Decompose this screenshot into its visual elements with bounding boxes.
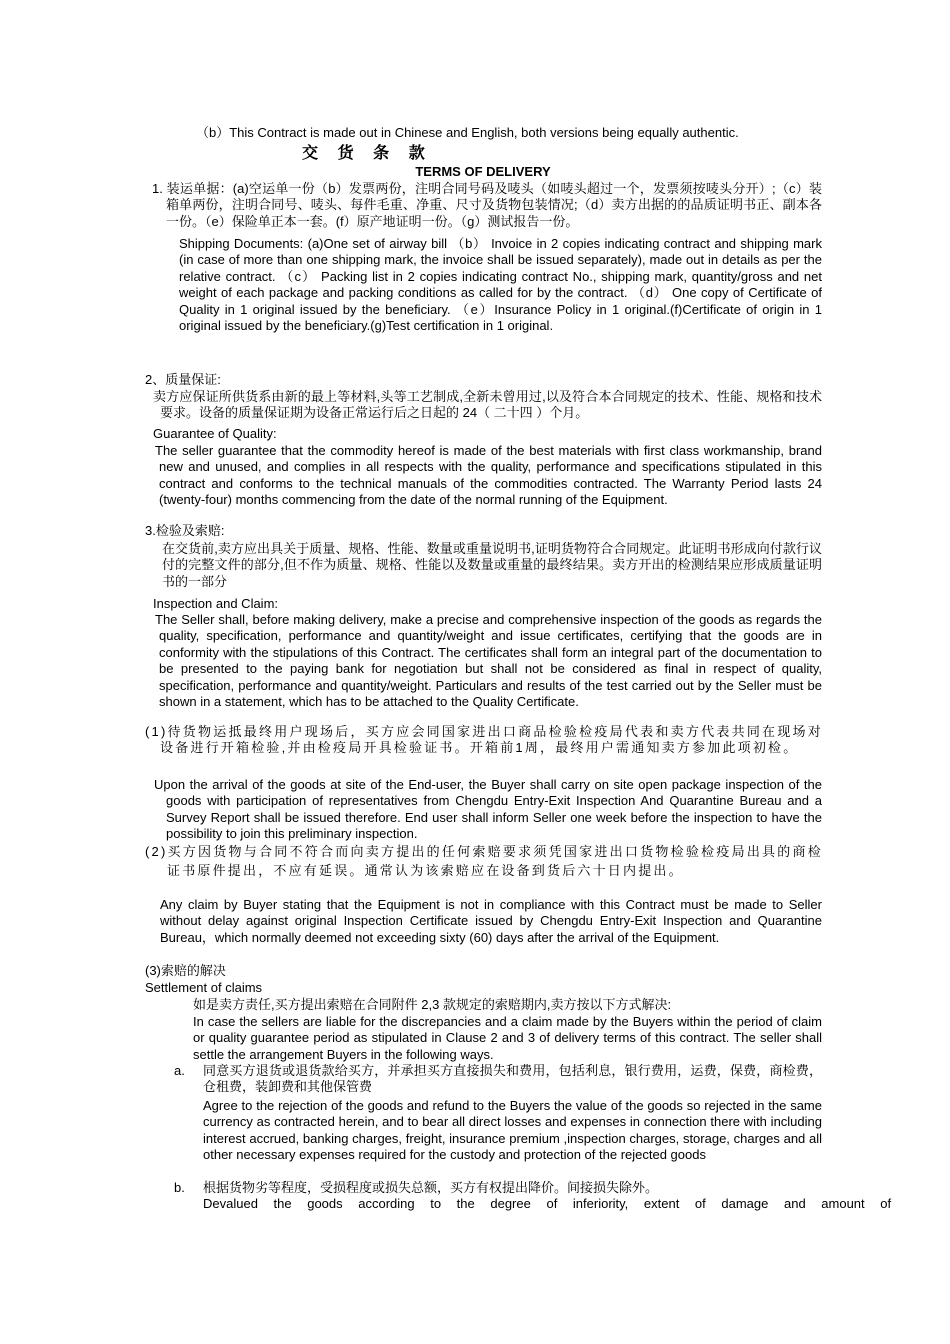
heading-terms-cn: 交 货 条 款	[302, 143, 432, 162]
item-a-en: Agree to the rejection of the goods and refund to the Buyers the value of the goods so rejected in the same currency as contracted herein, and to bear all direct losses and expenses in connection there with including interest accrued, banking charges, freight, insurance premium ,inspection charges, storage, charges and all other necessary expenses required for the custody and protection of the rejected goods	[203, 1098, 822, 1163]
shipping-documents-cn: 1. 装运单据：(a)空运单一份（b）发票两份，注明合同号码及唛头（如唛头超过一个，发票须按唛头分开）;（c）装箱单两份，注明合同号、唛头、每件毛重、净重、尺寸及货物包装情况;（d）卖方出据的的品质证明书正、副本各一份。（e）保险单正本一套。(f）原产地证明一份。（g）测试报告一份。	[152, 181, 822, 229]
inspection-claim-en-title: Inspection and Claim:	[153, 596, 279, 611]
claim-requirement-cn: (2)买方因货物与合同不符合而向卖方提出的任何索赔要求须凭国家进出口货物检验检疫局出具的商检证书原件提出，不应有延误。通常认为该索赔应在设备到货后六十日内提出。	[145, 844, 823, 878]
quality-guarantee-en: The seller guarantee that the commodity hereof is made of the best materials with first class workmanship, brand new and unused, and complies in all respects with the quality, performance and specifications stipulated in this contract and conforms to the technical manuals of the commodities contracted. The Warranty Period lasts 24 (twenty-four) months commencing from the date of the normal running of the Equipment.	[155, 443, 822, 508]
settlement-title-cn: (3)索赔的解决	[145, 963, 226, 978]
settlement-intro-en: In case the sellers are liable for the discrepancies and a claim made by the Buyers within the period of claim or quality guarantee period as stipulated in Clause 2 and 3 of delivery terms of this contract. The seller shall settle the arrangement Buyers in the following ways.	[193, 1014, 822, 1062]
item-a-cn: 同意买方退货或退货款给买方，并承担买方直接损失和费用，包括利息，银行费用，运费，保费，商检费，仓租费，装卸费和其他保管费	[203, 1063, 822, 1095]
heading-terms-en: TERMS OF DELIVERY	[415, 164, 551, 179]
item-b-label: b.	[174, 1180, 185, 1195]
settlement-title-en: Settlement of claims	[145, 980, 263, 995]
open-package-inspection-en: Upon the arrival of the goods at site of the End-user, the Buyer shall carry on site open package inspection of the goods with participation of representatives from Chengdu Entry-Exit Inspection And Quarantine Bureau and a Survey Report shall be issued therefore. End user shall inform Seller one week before the inspection to have the possibility to join this preliminary inspection.	[154, 777, 822, 842]
inspection-claim-cn: 在交货前,卖方应出具关于质量、规格、性能、数量或重量说明书,证明货物符合合同规定。此证明书形成向付款行议付的完整文件的部分,但不作为质量、规格、性能以及数量或重量的最终结果。卖方开出的检测结果应形成质量证明书的一部分	[162, 541, 822, 589]
contract-language-clause: （b）This Contract is made out in Chinese and English, both versions being equally authentic.	[196, 125, 739, 140]
shipping-documents-en: Shipping Documents: (a)One set of airway bill （b） Invoice in 2 copies indicating contract and shipping mark (in case of more than one shipping mark, the invoice shall be issued separately), made out in details as per the relative contract. （c） Packing list in 2 copies indicating contract No., shipping mark, quantity/gross and net weight of each package and packing conditions as called for by the contract. （d） One copy of Certificate of Quality in 1 original issued by the beneficiary. （e）Insurance Policy in 1 original.(f)Certificate of origin in 1 original issued by the beneficiary.(g)Test certification in 1 original.	[179, 236, 822, 334]
quality-guarantee-title: 2、质量保证:	[145, 372, 221, 387]
inspection-claim-title: 3.检验及索赔:	[145, 523, 225, 538]
item-b-cn: 根据货物劣等程度，受损程度或损失总额，买方有权提出降价。间接损失除外。	[203, 1180, 659, 1195]
open-package-inspection-cn: (1)待货物运抵最终用户现场后，买方应会同国家进出口商品检验检疫局代表和卖方代表共同在现场对设备进行开箱检验,并由检疫局开具检验证书。开箱前1周，最终用户需通知卖方参加此项初检。	[145, 724, 823, 756]
item-b-en: Devalued the goods according to the degree of inferiority, extent of damage and amount of	[203, 1196, 892, 1211]
claim-requirement-en: Any claim by Buyer stating that the Equipment is not in compliance with this Contract must be made to Seller without delay against original Inspection Certificate issued by Chengdu Entry-Exit Inspection and Quarantine Bureau，which normally deemed not exceeding sixty (60) days after the arrival of the Equipment.	[160, 897, 822, 945]
item-a-label: a.	[174, 1063, 185, 1078]
settlement-intro-cn: 如是卖方责任,买方提出索赔在合同附件 2,3 款规定的索赔期内,卖方按以下方式解决:	[193, 997, 672, 1012]
inspection-claim-en: The Seller shall, before making delivery, make a precise and comprehensive inspection of the goods as regards the quality, specification, performance and quantity/weight and issue certificates, certifying that the goods are in conformity with the stipulations of this Contract. The certificates shall form an integral part of the documentation to be presented to the paying bank for negotiation but shall not be considered as final in respect of quality, specification, performance and quantity/weight. Particulars and results of the test carried out by the Seller must be shown in a statement, which has to be attached to the Quality Certificate.	[155, 612, 822, 710]
quality-guarantee-en-title: Guarantee of Quality:	[153, 426, 277, 441]
quality-guarantee-cn: 卖方应保证所供货系由新的最上等材料,头等工艺制成,全新未曾用过,以及符合本合同规定的技术、性能、规格和技术要求。设备的质量保证期为设备正常运行后之日起的 24（ 二十四 ）个月。	[153, 389, 822, 421]
